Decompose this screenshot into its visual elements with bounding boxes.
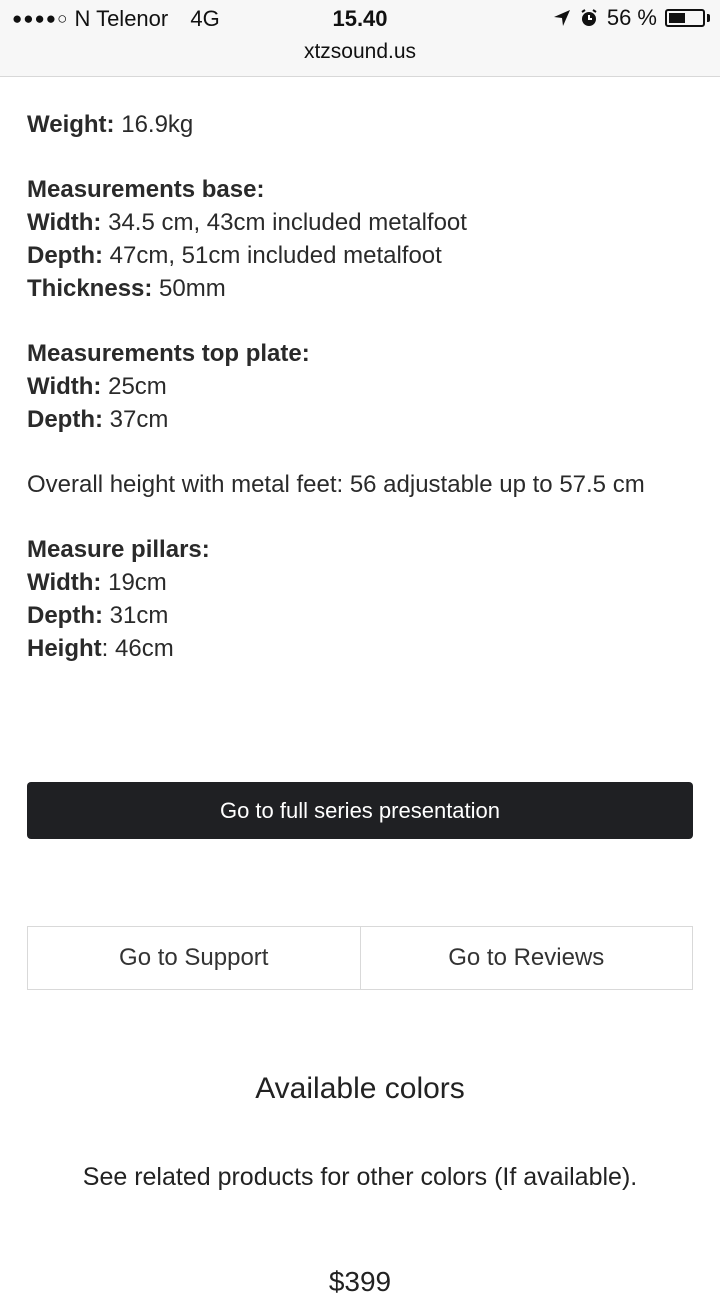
carrier-name: N Telenor bbox=[74, 6, 169, 31]
base-thickness bbox=[27, 272, 697, 305]
available-colors-heading: Available colors bbox=[255, 1072, 465, 1105]
pillars-width-value: 19cm bbox=[101, 569, 167, 596]
base-width-label: Width: bbox=[27, 209, 102, 236]
battery-percent: 56 % bbox=[606, 5, 657, 30]
top-plate-width bbox=[27, 370, 697, 403]
weight-spec bbox=[27, 108, 697, 141]
battery-icon bbox=[665, 9, 705, 27]
signal-strength-icon: ●●●●○ bbox=[12, 9, 69, 28]
pillars-width bbox=[27, 566, 697, 599]
base-thickness-label: Thickness: bbox=[27, 275, 153, 302]
overall-height: Overall height with metal feet: 56 adjustable up to 57.5 cm bbox=[27, 471, 645, 498]
alarm-clock-icon bbox=[579, 8, 599, 28]
pillar-measurements bbox=[27, 533, 697, 665]
top-plate-width-label: Width: bbox=[27, 373, 102, 400]
pillars-width-label: Width: bbox=[27, 569, 102, 596]
address-bar-url[interactable]: xtzsound.us bbox=[303, 40, 417, 63]
top-plate-width-value: 25cm bbox=[101, 373, 167, 400]
pillars-height-value: : 46cm bbox=[101, 635, 174, 662]
pillars-depth-value: 31cm bbox=[102, 602, 169, 629]
status-bar bbox=[0, 0, 720, 77]
status-icons bbox=[553, 5, 710, 31]
pillars-heading: Measure pillars: bbox=[27, 536, 210, 563]
pillars-height-label: Height bbox=[27, 635, 102, 662]
colors-note: See related products for other colors (If available). bbox=[82, 1163, 638, 1191]
network-type: 4G bbox=[190, 6, 220, 31]
top-plate-depth-value: 37cm bbox=[102, 406, 169, 433]
top-plate-heading: Measurements top plate: bbox=[27, 340, 310, 367]
pillars-depth-label: Depth: bbox=[27, 602, 103, 629]
battery-tip bbox=[707, 14, 710, 22]
price: $399 bbox=[328, 1266, 392, 1297]
base-heading: Measurements base: bbox=[27, 176, 265, 203]
reviews-button[interactable]: Go to Reviews bbox=[360, 927, 693, 989]
base-depth bbox=[27, 239, 697, 272]
base-width-value: 34.5 cm, 43cm included metalfoot bbox=[101, 209, 467, 236]
base-depth-label: Depth: bbox=[27, 242, 103, 269]
support-reviews-group bbox=[27, 926, 693, 990]
base-depth-value: 47cm, 51cm included metalfoot bbox=[102, 242, 442, 269]
base-measurements bbox=[27, 173, 697, 305]
pillars-depth bbox=[27, 599, 697, 632]
location-arrow-icon bbox=[553, 9, 571, 27]
top-plate-depth-label: Depth: bbox=[27, 406, 103, 433]
top-plate-depth bbox=[27, 403, 697, 436]
weight-label: Weight: bbox=[27, 111, 115, 138]
clock: 15.40 bbox=[332, 6, 388, 31]
weight-value: 16.9kg bbox=[114, 111, 194, 138]
full-series-button[interactable]: Go to full series presentation bbox=[27, 782, 693, 839]
base-width bbox=[27, 206, 697, 239]
support-button[interactable]: Go to Support bbox=[119, 944, 269, 971]
base-thickness-value: 50mm bbox=[152, 275, 226, 302]
product-specs bbox=[27, 108, 697, 697]
pillars-height bbox=[27, 632, 697, 665]
top-plate-measurements bbox=[27, 337, 697, 436]
